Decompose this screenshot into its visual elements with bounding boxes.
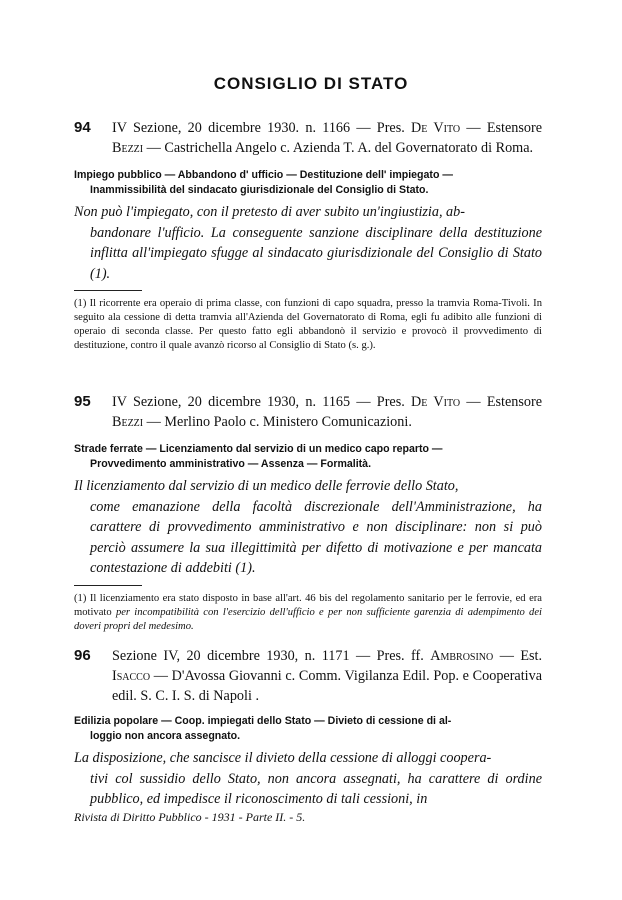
decision-rapporteur: Isacco	[112, 668, 151, 684]
legal-maxim	[74, 476, 542, 579]
decision-number: 95	[74, 393, 91, 410]
decision-president: De Vito	[411, 120, 461, 136]
footnote: (1) Il ricorrente era operaio di prima classe, con funzioni di capo squadra, presso la tramvia Roma-Tivoli. In seguito ala cessione di detta tramvia all'Azienda del Governatorato di Roma, egli fu adibito alle funzioni di operaio di seconda classe. Per questo fatto egli abbandonò il servizio e provocò il provvedimento di destituzione, contro il quale avanzò ricorso al Consiglio di Stato (s. g.).	[74, 298, 542, 351]
subject-line: Edilizia popolare — Coop. impiegati dello Stato — Divieto di cessione di al-	[74, 715, 452, 727]
subject-heading	[74, 168, 542, 198]
page-footer: Rivista di Diritto Pubblico - 1931 - Parte II. - 5.	[74, 810, 306, 824]
maxim-text: come emanazione della facoltà discrezionale dell'Amministrazione, ha carattere di provvedimento amministrativo e non disciplinare: non si può perciò assumere la sua illegittimità per difetto di motivazione e per mancata contestazione di addebiti (1).	[90, 498, 542, 576]
decision-parties: — Castrichella Angelo c. Azienda T. A. del Governatorato di Roma.	[146, 140, 534, 156]
decision-heading	[74, 392, 542, 432]
decision-rapporteur: Bezzi	[112, 414, 144, 430]
footnote-text: (1) Il licenziamento era stato disposto in base all'art. 46 bis del regolamento sanitario per le ferrovie, ed era motivato	[74, 592, 542, 618]
footnote	[74, 592, 542, 634]
decision-role: — Estensore	[466, 120, 543, 136]
subject-line: Strade ferrate — Licenziamento dal servizio di un medico capo reparto —	[74, 443, 443, 455]
decision-entry	[74, 392, 542, 634]
decision-court: Sezione IV, 20 dicembre 1930, n. 1171 — Pres. ff.	[112, 648, 424, 664]
subject-line: Inammissibilità del sindacato giurisdizionale del Consiglio di Stato.	[90, 184, 429, 196]
maxim-line: Non può l'impiegato, con il pretesto di aver subito un'ingiustizia, ab-	[74, 204, 465, 220]
decision-president: Ambrosino	[430, 648, 494, 664]
decision-court: IV Sezione, 20 dicembre 1930, n. 1165 — Pres.	[112, 394, 405, 410]
maxim-line: La disposizione, che sancisce il divieto della cessione di alloggi coopera-	[74, 750, 492, 766]
decision-heading	[74, 646, 542, 706]
subject-heading	[74, 714, 542, 744]
footnote-divider	[74, 290, 142, 291]
decision-entry	[74, 118, 542, 353]
decision-president: De Vito	[411, 394, 461, 410]
decision-number: 94	[74, 119, 91, 136]
footnote-divider	[74, 585, 142, 586]
legal-maxim	[74, 748, 542, 810]
decision-parties: — D'Avossa Giovanni c. Comm. Vigilanza Edil. Pop. e Cooperativa edil. S. C. I. S. di Napoli .	[112, 668, 543, 704]
decision-rapporteur: Bezzi	[112, 140, 144, 156]
subject-line: loggio non ancora assegnato.	[90, 730, 241, 742]
subject-heading	[74, 442, 542, 472]
decision-role: — Est.	[499, 648, 542, 664]
decision-court: IV Sezione, 20 dicembre 1930. n. 1166 — Pres.	[112, 120, 405, 136]
decision-parties: — Merlino Paolo c. Ministero Comunicazioni.	[146, 414, 412, 430]
decision-number: 96	[74, 647, 91, 664]
decision-heading	[74, 118, 542, 158]
subject-line: Provvedimento amministrativo — Assenza — Formalità.	[90, 458, 372, 470]
maxim-line: Il licenziamento dal servizio di un medico delle ferrovie dello Stato,	[74, 478, 459, 494]
subject-line: Impiego pubblico — Abbandono d' ufficio — Destituzione dell' impiegato —	[74, 169, 453, 181]
maxim-text: tivi col sussidio dello Stato, non ancora assegnati, ha carattere di ordine pubblico, ed impedisce il riconoscimento di tali cessioni, in	[90, 770, 542, 807]
page-title: CONSIGLIO DI STATO	[213, 74, 409, 93]
legal-maxim	[74, 202, 542, 284]
decision-entry	[74, 646, 542, 810]
footnote-italic-text: per incompatibilità con l'esercizio dell'ufficio e per non sufficiente garenzia di adempimento dei doveri propri del medesimo.	[74, 606, 543, 632]
decision-role: — Estensore	[466, 394, 543, 410]
maxim-text: bandonare l'ufficio. La conseguente sanzione disciplinare della destituzione inflitta all'impiegato sfugge al sindacato giurisdizionale del Consiglio di Stato (1).	[90, 224, 542, 282]
